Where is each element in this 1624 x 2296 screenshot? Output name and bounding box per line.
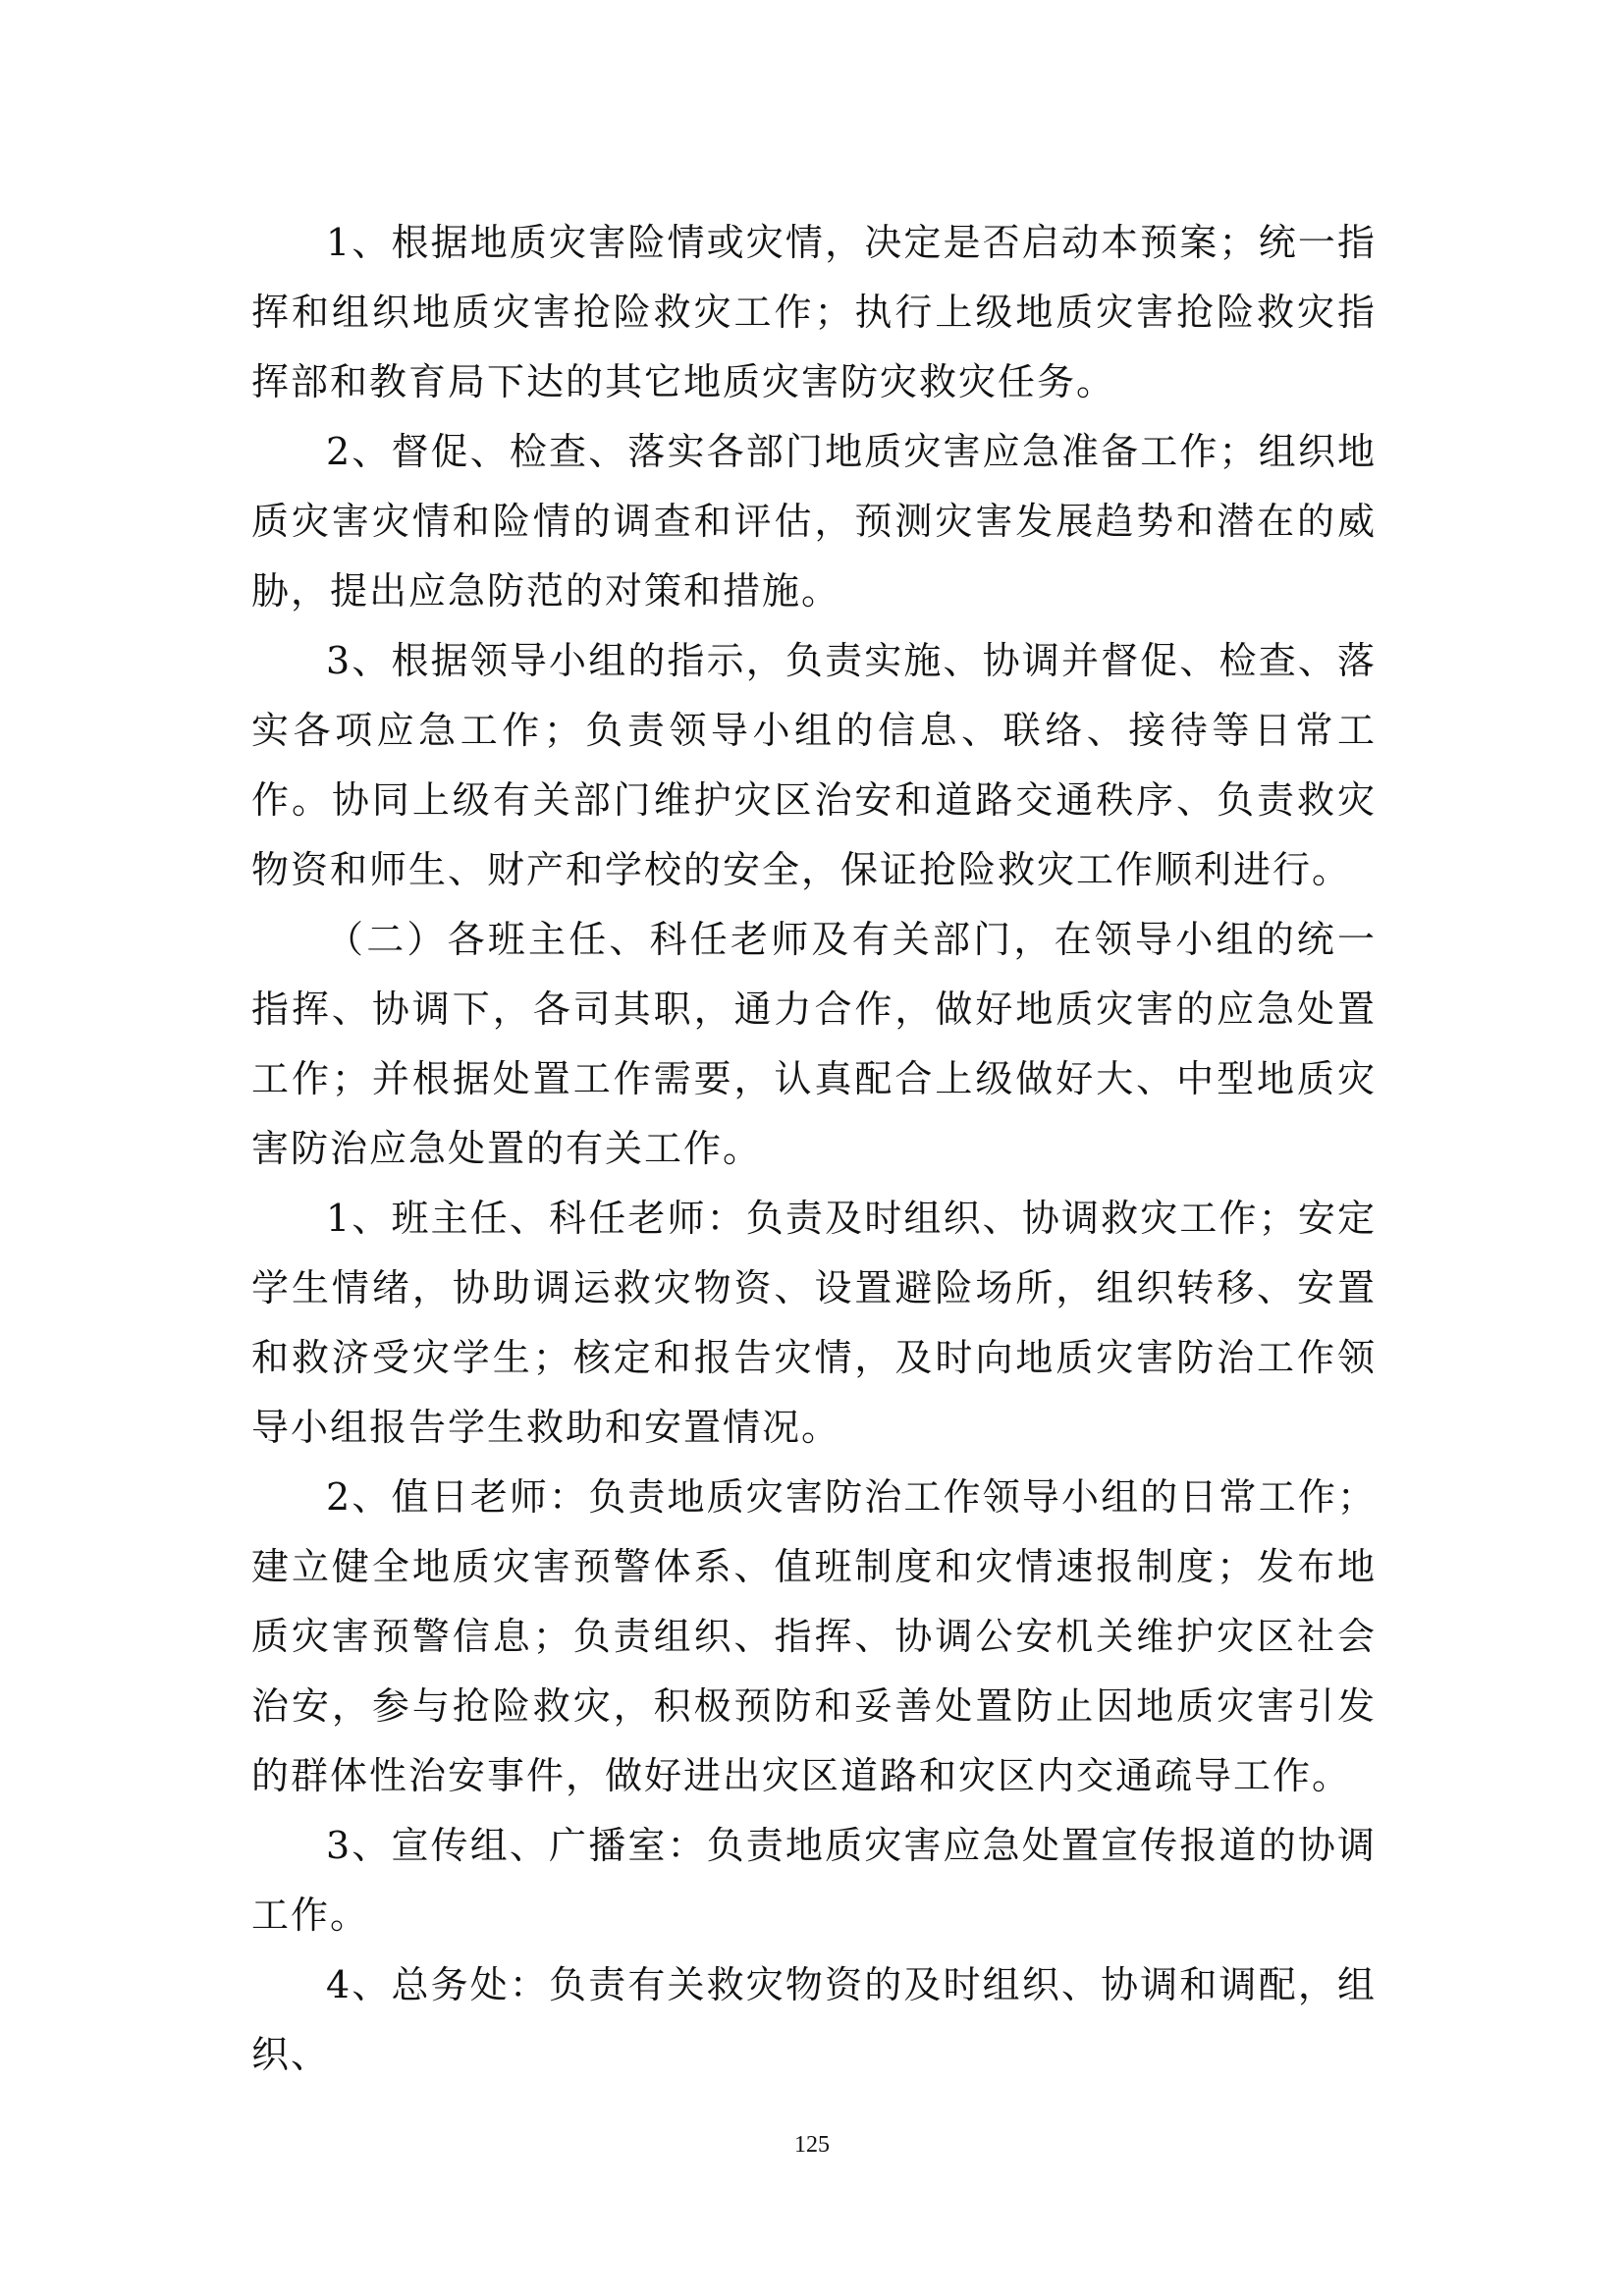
- paragraph: （二）各班主任、科任老师及有关部门，在领导小组的统一指挥、协调下，各司其职，通力合作，做好地质灾害的应急处置工作；并根据处置工作需要，认真配合上级做好大、中型地质灾害防治应急处置的有关工作。: [251, 918, 1377, 1170]
- paragraph: 3、根据领导小组的指示，负责实施、协调并督促、检查、落实各项应急工作；负责领导小组的信息、联络、接待等日常工作。协同上级有关部门维护灾区治安和道路交通秩序、负责救灾物资和师生、财产和学校的安全，保证抢险救灾工作顺利进行。: [251, 639, 1377, 891]
- paragraph: 1、班主任、科任老师：负责及时组织、协调救灾工作；安定学生情绪，协助调运救灾物资、设置避险场所，组织转移、安置和救济受灾学生；核定和报告灾情，及时向地质灾害防治工作领导小组报告学生救助和安置情况。: [251, 1197, 1377, 1449]
- paragraph: 1、根据地质灾害险情或灾情，决定是否启动本预案；统一指挥和组织地质灾害抢险救灾工作；执行上级地质灾害抢险救灾指挥部和教育局下达的其它地质灾害防灾救灾任务。: [251, 221, 1377, 403]
- paragraph: 4、总务处：负责有关救灾物资的及时组织、协调和调配，组织、: [251, 1963, 1377, 2076]
- paragraph: 3、宣传组、广播室：负责地质灾害应急处置宣传报道的协调工作。: [251, 1824, 1377, 1937]
- document-body: [251, 208, 1377, 2090]
- page-number: 125: [794, 2132, 830, 2158]
- paragraph: 2、值日老师：负责地质灾害防治工作领导小组的日常工作；建立健全地质灾害预警体系、值班制度和灾情速报制度；发布地质灾害预警信息；负责组织、指挥、协调公安机关维护灾区社会治安，参与抢险救灾，积极预防和妥善处置防止因地质灾害引发的群体性治安事件，做好进出灾区道路和灾区内交通疏导工作。: [251, 1475, 1377, 1797]
- paragraph: 2、督促、检查、落实各部门地质灾害应急准备工作；组织地质灾害灾情和险情的调查和评估，预测灾害发展趋势和潜在的威胁，提出应急防范的对策和措施。: [251, 430, 1377, 613]
